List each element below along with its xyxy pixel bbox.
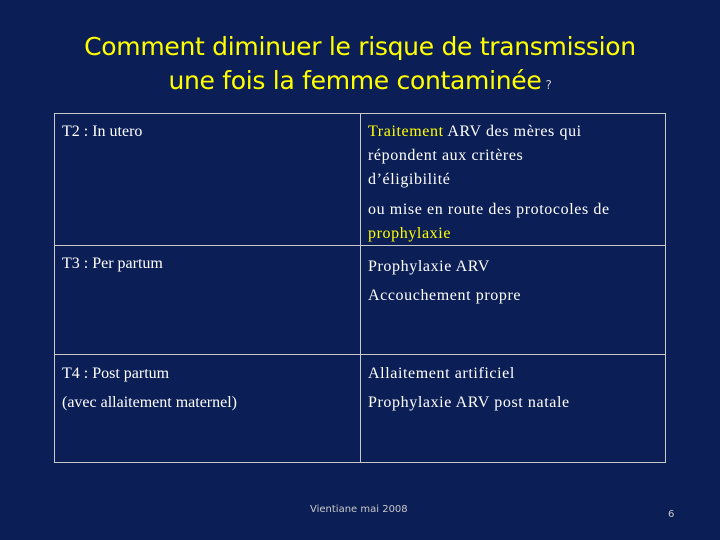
- title-line-2-text: une fois la femme contaminée: [168, 66, 542, 95]
- title-line-2: [0, 64, 720, 102]
- row-3-stage-line-2: (avec allaitement maternel): [62, 394, 238, 411]
- row-2-measure-line-2: Accouchement propre: [368, 287, 522, 304]
- row-1-stage: [62, 120, 142, 144]
- row-1-measure-line-5: prophylaxie: [368, 225, 452, 242]
- row-3-measures: [368, 359, 570, 417]
- row-2-measure-line-1: Prophylaxie ARV: [368, 258, 490, 275]
- column-divider: [360, 114, 361, 462]
- row-3-measure-line-1: Allaitement artificiel: [368, 365, 515, 382]
- row-2-stage-text: T3 : Per partum: [62, 255, 163, 272]
- row-1-line-1-rest: ARV des mères qui: [443, 123, 582, 140]
- row-1-measure-line-4: ou mise en route des protocoles de: [368, 201, 610, 218]
- row-2-stage: [62, 252, 163, 276]
- row-1-highlight: Traitement: [368, 123, 444, 140]
- slide-title: [0, 30, 720, 102]
- row-1-measure-line-3: d’éligibilité: [368, 171, 451, 188]
- footer-text: Vientiane mai 2008: [310, 504, 408, 515]
- row-divider-2: [55, 354, 665, 355]
- row-3-stage-line-1: T4 : Post partum: [62, 365, 170, 382]
- row-1-stage-text: T2 : In utero: [62, 123, 143, 140]
- row-1-measures: [368, 120, 610, 246]
- row-3-measure-line-2: Prophylaxie ARV post natale: [368, 394, 570, 411]
- page-number: 6: [668, 509, 675, 520]
- row-1-measure-line-1: [368, 120, 610, 144]
- strategy-table: [54, 113, 666, 463]
- row-1-measure-line-2: répondent aux critères: [368, 147, 524, 164]
- title-question-mark: ?: [545, 78, 552, 92]
- row-3-stage: [62, 359, 237, 417]
- title-line-1: Comment diminuer le risque de transmission: [84, 32, 636, 61]
- row-2-measures: [368, 252, 521, 310]
